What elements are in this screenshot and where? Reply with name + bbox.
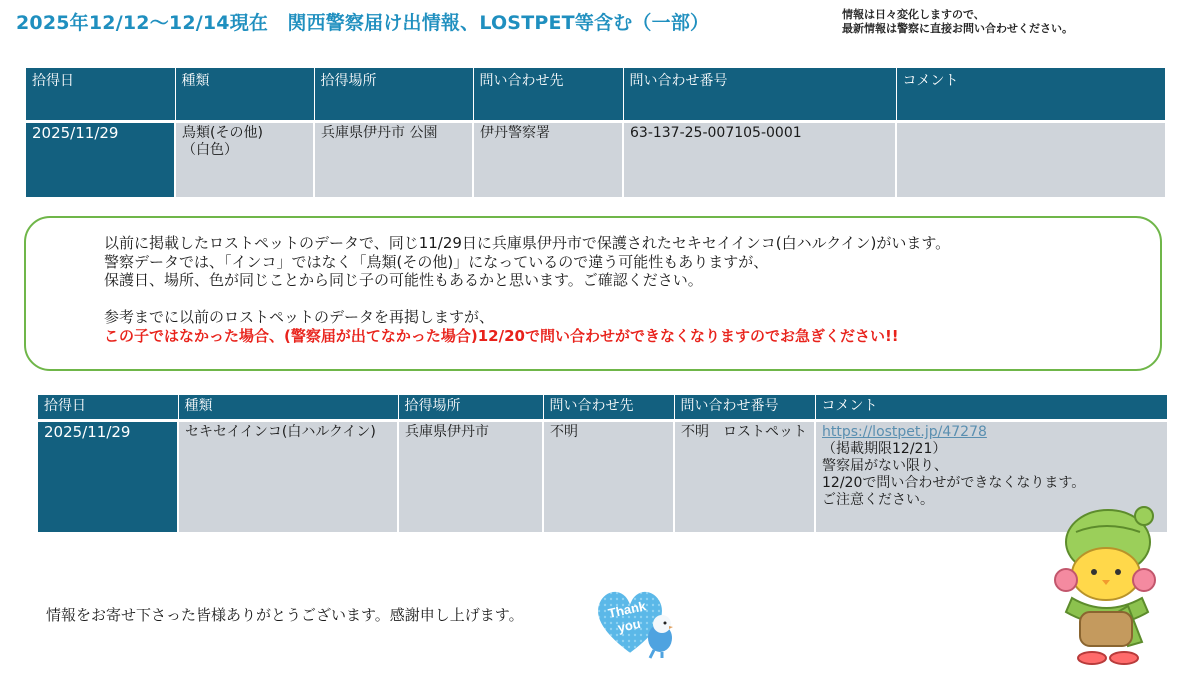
winter-bird-mascot-icon — [1036, 502, 1168, 668]
col-comment-header: コメント — [896, 68, 1165, 122]
comment-line: （掲載期限12/21） — [822, 441, 947, 457]
kind-cell — [175, 122, 314, 198]
update-note — [842, 8, 1073, 36]
place-cell: 兵庫県伊丹市 公園 — [314, 122, 473, 198]
notice-box — [24, 216, 1162, 371]
comment-cell — [896, 122, 1165, 198]
heart-text: Thank — [606, 598, 648, 621]
comment-line: ご注意ください。 — [822, 492, 934, 508]
notice-warning: この子ではなかった場合、(警察届が出てなかった場合)12/20で問い合わせができなくなりますのでお急ぎください!! — [104, 326, 899, 345]
col-date-header: 拾得日 — [26, 68, 175, 122]
kind-line: （白色） — [182, 142, 238, 158]
col-comment-header: コメント — [815, 395, 1167, 421]
col-date-header: 拾得日 — [38, 395, 178, 421]
number-cell: 63-137-25-007105-0001 — [623, 122, 896, 198]
thank-you-heart-icon — [590, 584, 684, 660]
thanks-message: 情報をお寄せ下さった皆様ありがとうございます。感謝申し上げます。 — [46, 606, 524, 624]
kind-cell: セキセイインコ(白ハルクイン) — [178, 421, 398, 533]
lostpet-link[interactable]: https://lostpet.jp/47278 — [822, 424, 987, 440]
col-number-header: 問い合わせ番号 — [623, 68, 896, 122]
date-cell: 2025/11/29 — [26, 122, 175, 198]
comment-line: 12/20で問い合わせができなくなります。 — [822, 475, 1086, 491]
date-cell: 2025/11/29 — [38, 421, 178, 533]
col-place-header: 拾得場所 — [314, 68, 473, 122]
table-header-row — [26, 68, 1165, 122]
col-contact-header: 問い合わせ先 — [473, 68, 623, 122]
table-header-row — [38, 395, 1167, 421]
kind-line: 鳥類(その他) — [182, 125, 263, 141]
update-note-line: 情報は日々変化しますので、 — [842, 8, 985, 21]
police-report-table — [26, 68, 1165, 197]
number-cell: 不明 ロストペット — [674, 421, 815, 533]
col-kind-header: 種類 — [175, 68, 314, 122]
table-row — [38, 421, 1167, 533]
lostpet-table — [38, 395, 1167, 532]
notice-line: 参考までに以前のロストペットのデータを再掲しますが、 — [104, 308, 495, 326]
page-title: 2025年12/12～12/14現在 関西警察届け出情報、LOSTPET等含む（一部） — [16, 12, 710, 34]
col-place-header: 拾得場所 — [398, 395, 543, 421]
place-cell: 兵庫県伊丹市 — [398, 421, 543, 533]
table-row — [26, 122, 1165, 198]
col-contact-header: 問い合わせ先 — [543, 395, 674, 421]
contact-cell: 不明 — [543, 421, 674, 533]
update-note-line: 最新情報は警察に直接お問い合わせください。 — [842, 22, 1073, 35]
comment-line: 警察届がない限り、 — [822, 458, 948, 474]
notice-spacer — [104, 290, 950, 309]
col-kind-header: 種類 — [178, 395, 398, 421]
col-number-header: 問い合わせ番号 — [674, 395, 815, 421]
notice-line: 保護日、場所、色が同じことから同じ子の可能性もあるかと思います。ご確認ください。 — [104, 271, 703, 289]
contact-cell: 伊丹警察署 — [473, 122, 623, 198]
heart-text: you — [616, 615, 642, 636]
notice-line: 以前に掲載したロストペットのデータで、同じ11/29日に兵庫県伊丹市で保護されたセキセイインコ(白ハルクイン)がいます。 — [104, 234, 951, 252]
notice-line: 警察データでは、「インコ」ではなく「鳥類(その他)」になっているので違う可能性もありますが、 — [104, 252, 769, 271]
